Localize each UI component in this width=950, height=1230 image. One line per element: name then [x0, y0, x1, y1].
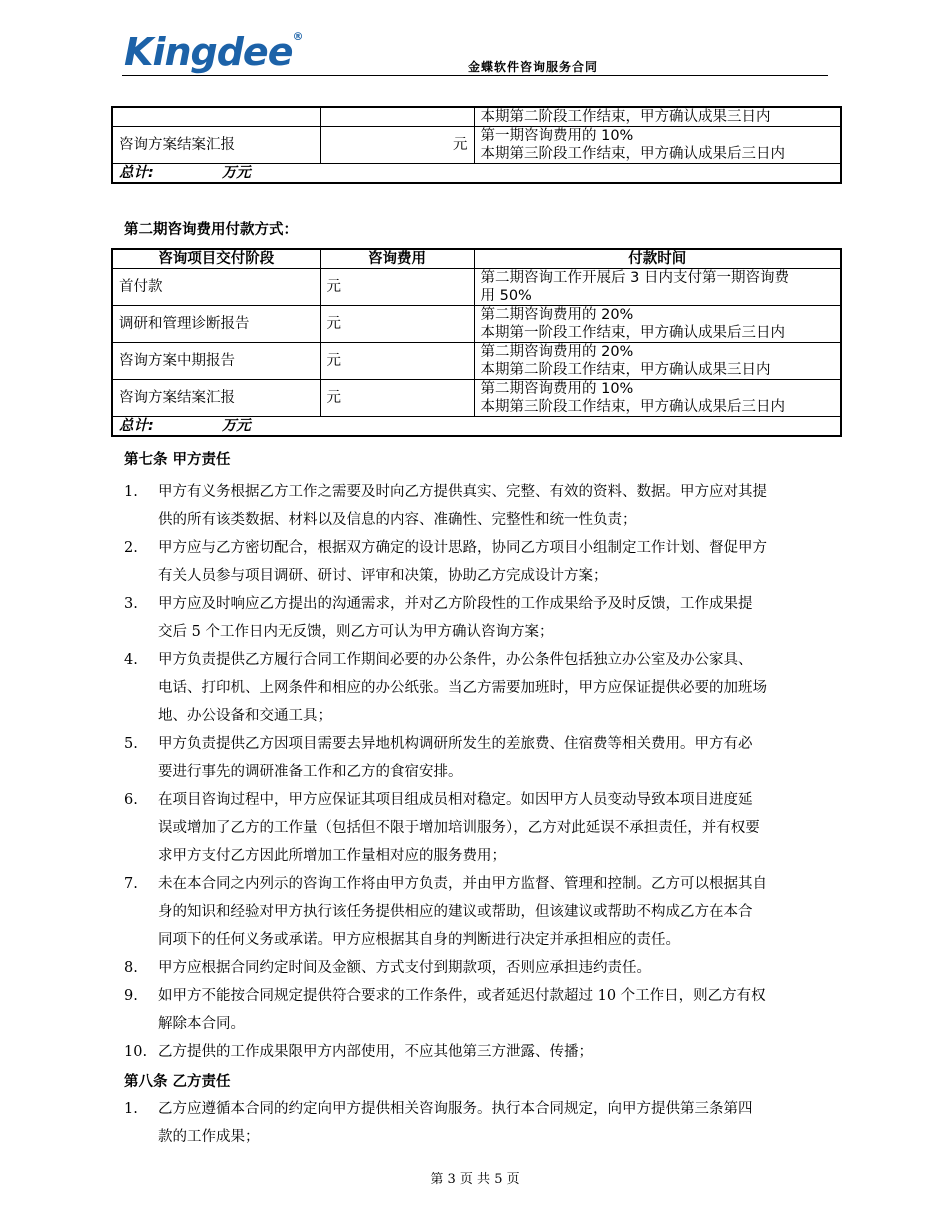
- list-item: [124, 478, 830, 534]
- table-row: [112, 127, 841, 164]
- fee-cell: [320, 107, 474, 127]
- item-line: 乙方提供的工作成果限甲方内部使用，不应其他第三方泄露、传播；: [158, 1044, 593, 1060]
- table-row: [112, 343, 841, 380]
- list-item: [124, 590, 830, 646]
- list-item: [124, 730, 830, 786]
- item-line: 甲方有义务根据乙方工作之需要及时向乙方提供真实、完整、有效的资料、数据。甲方应对其提: [158, 484, 767, 500]
- item-number: 1.: [124, 484, 138, 500]
- total-row: [112, 164, 841, 184]
- header-title: 金蝶软件咨询服务合同: [468, 60, 599, 74]
- item-number: 2.: [124, 540, 138, 556]
- page-number: 第 3 页 共 5 页: [430, 1172, 520, 1187]
- table-row: [112, 306, 841, 343]
- list-item: [124, 982, 830, 1038]
- item-number: 8.: [124, 960, 138, 976]
- stage-cell: 咨询方案中期报告: [112, 343, 320, 380]
- item-number: 6.: [124, 792, 138, 808]
- table-row: [112, 269, 841, 306]
- fee-cell: 元: [320, 343, 474, 380]
- item-line: 地、办公设备和交通工具；: [158, 708, 332, 724]
- column-header: 付款时间: [474, 249, 841, 269]
- item-number: 7.: [124, 876, 138, 892]
- item-line: 乙方应遵循本合同的约定向甲方提供相关咨询服务。执行本合同规定，向甲方提供第三条第四: [158, 1101, 753, 1117]
- list-item: [124, 646, 830, 730]
- item-line: 未在本合同之内列示的咨询工作将由甲方负责，并由甲方监督、管理和控制。乙方可以根据其自: [158, 876, 767, 892]
- column-header: 咨询费用: [320, 249, 474, 269]
- fee-cell: 元: [320, 269, 474, 306]
- item-line: 同项下的任何义务或承诺。甲方应根据其自身的判断进行决定并承担相应的责任。: [158, 932, 680, 948]
- item-line: 甲方负责提供乙方因项目需要去异地机构调研所发生的差旅费、住宿费等相关费用。甲方有必: [158, 736, 753, 752]
- time-cell: 第一期咨询费用的 10% 本期第三阶段工作结束，甲方确认成果后三日内: [474, 127, 841, 164]
- fee-cell: 元: [320, 127, 474, 164]
- item-line: 身的知识和经验对甲方执行该任务提供相应的建议或帮助，但该建议或帮助不构成乙方在本合: [158, 904, 753, 920]
- phase2-title: 第二期咨询费用付款方式：: [124, 222, 298, 238]
- item-line: 在项目咨询过程中，甲方应保证其项目组成员相对稳定。如因甲方人员变动导致本项目进度延: [158, 792, 753, 808]
- item-line: 甲方应与乙方密切配合，根据双方确定的设计思路，协同乙方项目小组制定工作计划、督促甲方: [158, 540, 767, 556]
- header-divider: [122, 75, 828, 76]
- item-line: 电话、打印机、上网条件和相应的办公纸张。当乙方需要加班时，甲方应保证提供必要的加班场: [158, 680, 767, 696]
- list-item: [124, 870, 830, 954]
- total-row: [112, 417, 841, 437]
- list-item: [124, 954, 830, 982]
- article7-clauses: [124, 478, 830, 1066]
- stage-cell: 咨询方案结案汇报: [112, 127, 320, 164]
- time-cell: 第二期咨询费用的 20% 本期第一阶段工作结束，甲方确认成果后三日内: [474, 306, 841, 343]
- item-number: 5.: [124, 736, 138, 752]
- article8-title: 第八条 乙方责任: [124, 1074, 231, 1090]
- item-number: 9.: [124, 988, 138, 1004]
- table-row: [112, 107, 841, 127]
- item-line: 交后 5 个工作日内无反馈，则乙方可认为甲方确认咨询方案；: [158, 624, 554, 640]
- item-line: 误或增加了乙方的工作量（包括但不限于增加培训服务），乙方对此延误不承担责任，并有权要: [158, 820, 760, 836]
- item-line: 解除本合同。: [158, 1016, 245, 1032]
- item-number: 3.: [124, 596, 138, 612]
- total-label: 总计:: [119, 165, 154, 181]
- time-cell: 第二期咨询费用的 10% 本期第三阶段工作结束，甲方确认成果后三日内: [474, 380, 841, 417]
- item-line: 要进行事先的调研准备工作和乙方的食宿安排。: [158, 764, 463, 780]
- stage-cell: 调研和管理诊断报告: [112, 306, 320, 343]
- item-line: 款的工作成果；: [158, 1129, 260, 1145]
- list-item: [124, 1038, 830, 1066]
- total-unit: 万元: [221, 165, 251, 181]
- phase1-payment-table: [111, 106, 842, 184]
- total-unit: 万元: [221, 418, 251, 434]
- item-line: 有关人员参与项目调研、研讨、评审和决策，协助乙方完成设计方案；: [158, 568, 608, 584]
- time-cell: 第二期咨询费用的 20% 本期第二阶段工作结束，甲方确认成果三日内: [474, 343, 841, 380]
- list-item: [124, 534, 830, 590]
- phase2-payment-table: [111, 248, 842, 437]
- article7-title: 第七条 甲方责任: [124, 452, 231, 468]
- item-line: 供的所有该类数据、材料以及信息的内容、准确性、完整性和统一性负责；: [158, 512, 637, 528]
- fee-cell: 元: [320, 306, 474, 343]
- total-label: 总计:: [119, 418, 154, 434]
- kingdee-logo: Kingdee®: [124, 30, 303, 74]
- column-header: 咨询项目交付阶段: [112, 249, 320, 269]
- article8-clauses: [124, 1095, 830, 1151]
- stage-cell: 首付款: [112, 269, 320, 306]
- list-item: [124, 786, 830, 870]
- item-line: 求甲方支付乙方因此所增加工作量相对应的服务费用；: [158, 848, 506, 864]
- item-line: 甲方应及时响应乙方提出的沟通需求，并对乙方阶段性的工作成果给予及时反馈，工作成果提: [158, 596, 753, 612]
- item-line: 甲方应根据合同约定时间及金额、方式支付到期款项，否则应承担违约责任。: [158, 960, 651, 976]
- item-number: 4.: [124, 652, 138, 668]
- time-cell: 第二期咨询工作开展后 3 日内支付第一期咨询费 用 50%: [474, 269, 841, 306]
- stage-cell: [112, 107, 320, 127]
- item-line: 甲方负责提供乙方履行合同工作期间必要的办公条件，办公条件包括独立办公室及办公家具、: [158, 652, 753, 668]
- item-number: 1.: [124, 1101, 138, 1117]
- table-row: [112, 380, 841, 417]
- time-cell: 本期第二阶段工作结束，甲方确认成果三日内: [474, 107, 841, 127]
- list-item: [124, 1095, 830, 1151]
- item-line: 如甲方不能按合同规定提供符合要求的工作条件，或者延迟付款超过 10 个工作日，则乙方有权: [158, 988, 766, 1004]
- table-header-row: [112, 249, 841, 269]
- stage-cell: 咨询方案结案汇报: [112, 380, 320, 417]
- fee-cell: 元: [320, 380, 474, 417]
- item-number: 10.: [124, 1044, 148, 1060]
